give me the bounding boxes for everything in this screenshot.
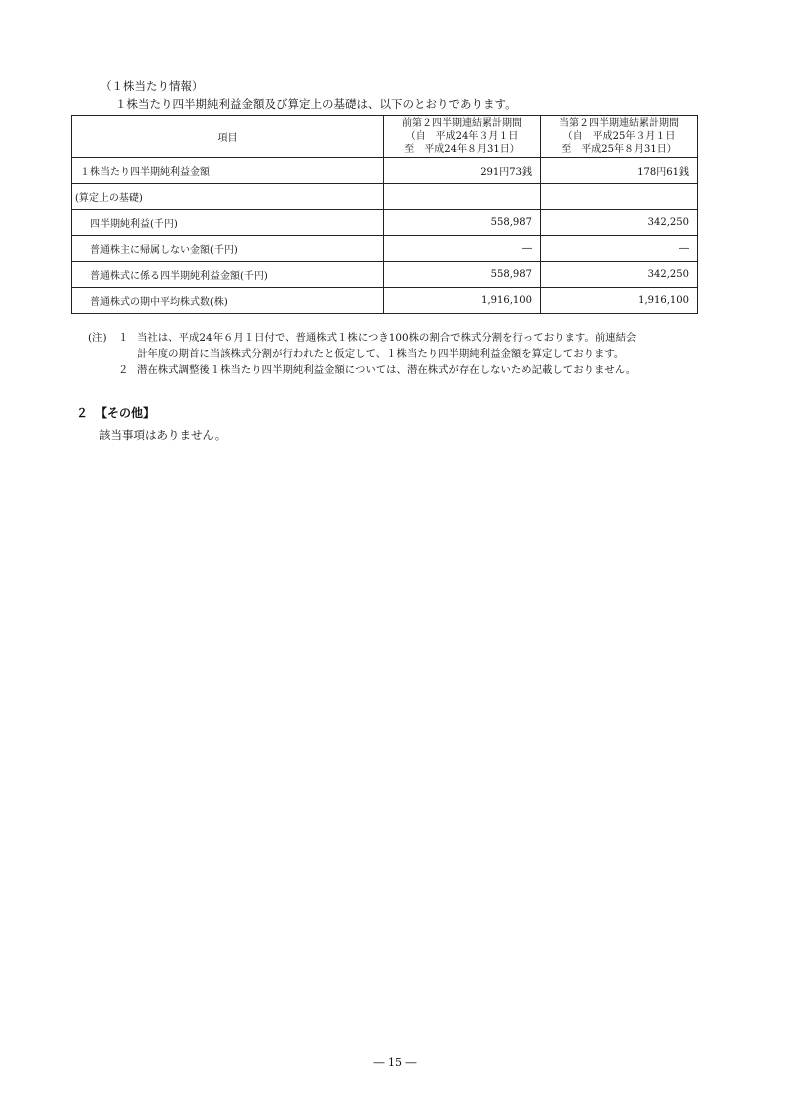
table-header-row <box>72 116 698 158</box>
intro-text: １株当たり四半期純利益金額及び算定上の基礎は、以下のとおりであります。 <box>115 97 517 111</box>
row-label: 普通株式に係る四半期純利益金額(千円) <box>72 262 384 288</box>
row-prev-value: 291円73銭 <box>384 158 541 184</box>
row-label: (算定上の基礎) <box>72 184 384 210</box>
row-curr-value: 1,916,100 <box>541 288 698 314</box>
header-item: 項目 <box>72 116 384 158</box>
header-curr-period <box>541 116 698 158</box>
row-prev-value: 558,987 <box>384 210 541 236</box>
header-curr-line: （自 平成25年３月１日 <box>562 131 676 142</box>
table-row <box>72 210 698 236</box>
header-prev-period <box>384 116 541 158</box>
row-label: 普通株式の期中平均株式数(株) <box>72 288 384 314</box>
row-curr-value: ― <box>541 236 698 262</box>
other-section-title: 【その他】 <box>95 406 156 420</box>
table-row <box>72 262 698 288</box>
note-text: 潜在株式調整後１株当たり四半期純利益金額については、潜在株式が存在しないため記載しておりません。 <box>137 364 637 376</box>
row-prev-value: 558,987 <box>384 262 541 288</box>
notes-prefix: (注) <box>88 332 107 344</box>
row-curr-value: 178円61銭 <box>541 158 698 184</box>
row-label: 普通株主に帰属しない金額(千円) <box>72 236 384 262</box>
other-section-body: 該当事項はありません。 <box>99 428 227 442</box>
row-prev-value: 1,916,100 <box>384 288 541 314</box>
note-number: ２ <box>118 364 129 376</box>
row-curr-value: 342,250 <box>541 262 698 288</box>
page-number: ― 15 ― <box>373 1056 417 1069</box>
row-curr-value: 342,250 <box>541 210 698 236</box>
note-text: 計年度の期首に当該株式分割が行われたと仮定して、１株当たり四半期純利益金額を算定しております。 <box>137 348 625 360</box>
header-prev-line: （自 平成24年３月１日 <box>405 131 519 142</box>
row-prev-value <box>384 184 541 210</box>
header-curr-line: 当第２四半期連結累計期間 <box>559 118 679 129</box>
row-curr-value <box>541 184 698 210</box>
eps-table <box>71 115 698 314</box>
row-label: １株当たり四半期純利益金額 <box>72 158 384 184</box>
header-curr-line: 至 平成25年８月31日） <box>561 144 677 155</box>
table-row <box>72 288 698 314</box>
section-heading: （１株当たり情報） <box>100 79 204 93</box>
other-section-number: ２ <box>76 406 89 420</box>
note-text: 当社は、平成24年６月１日付で、普通株式１株につき100株の割合で株式分割を行っております。前連結会 <box>137 332 637 344</box>
header-prev-line: 至 平成24年８月31日） <box>404 144 520 155</box>
table-row <box>72 158 698 184</box>
note-number: １ <box>118 332 129 344</box>
row-prev-value: ― <box>384 236 541 262</box>
header-prev-line: 前第２四半期連結累計期間 <box>402 118 522 129</box>
table-row <box>72 184 698 210</box>
table-row <box>72 236 698 262</box>
row-label: 四半期純利益(千円) <box>72 210 384 236</box>
